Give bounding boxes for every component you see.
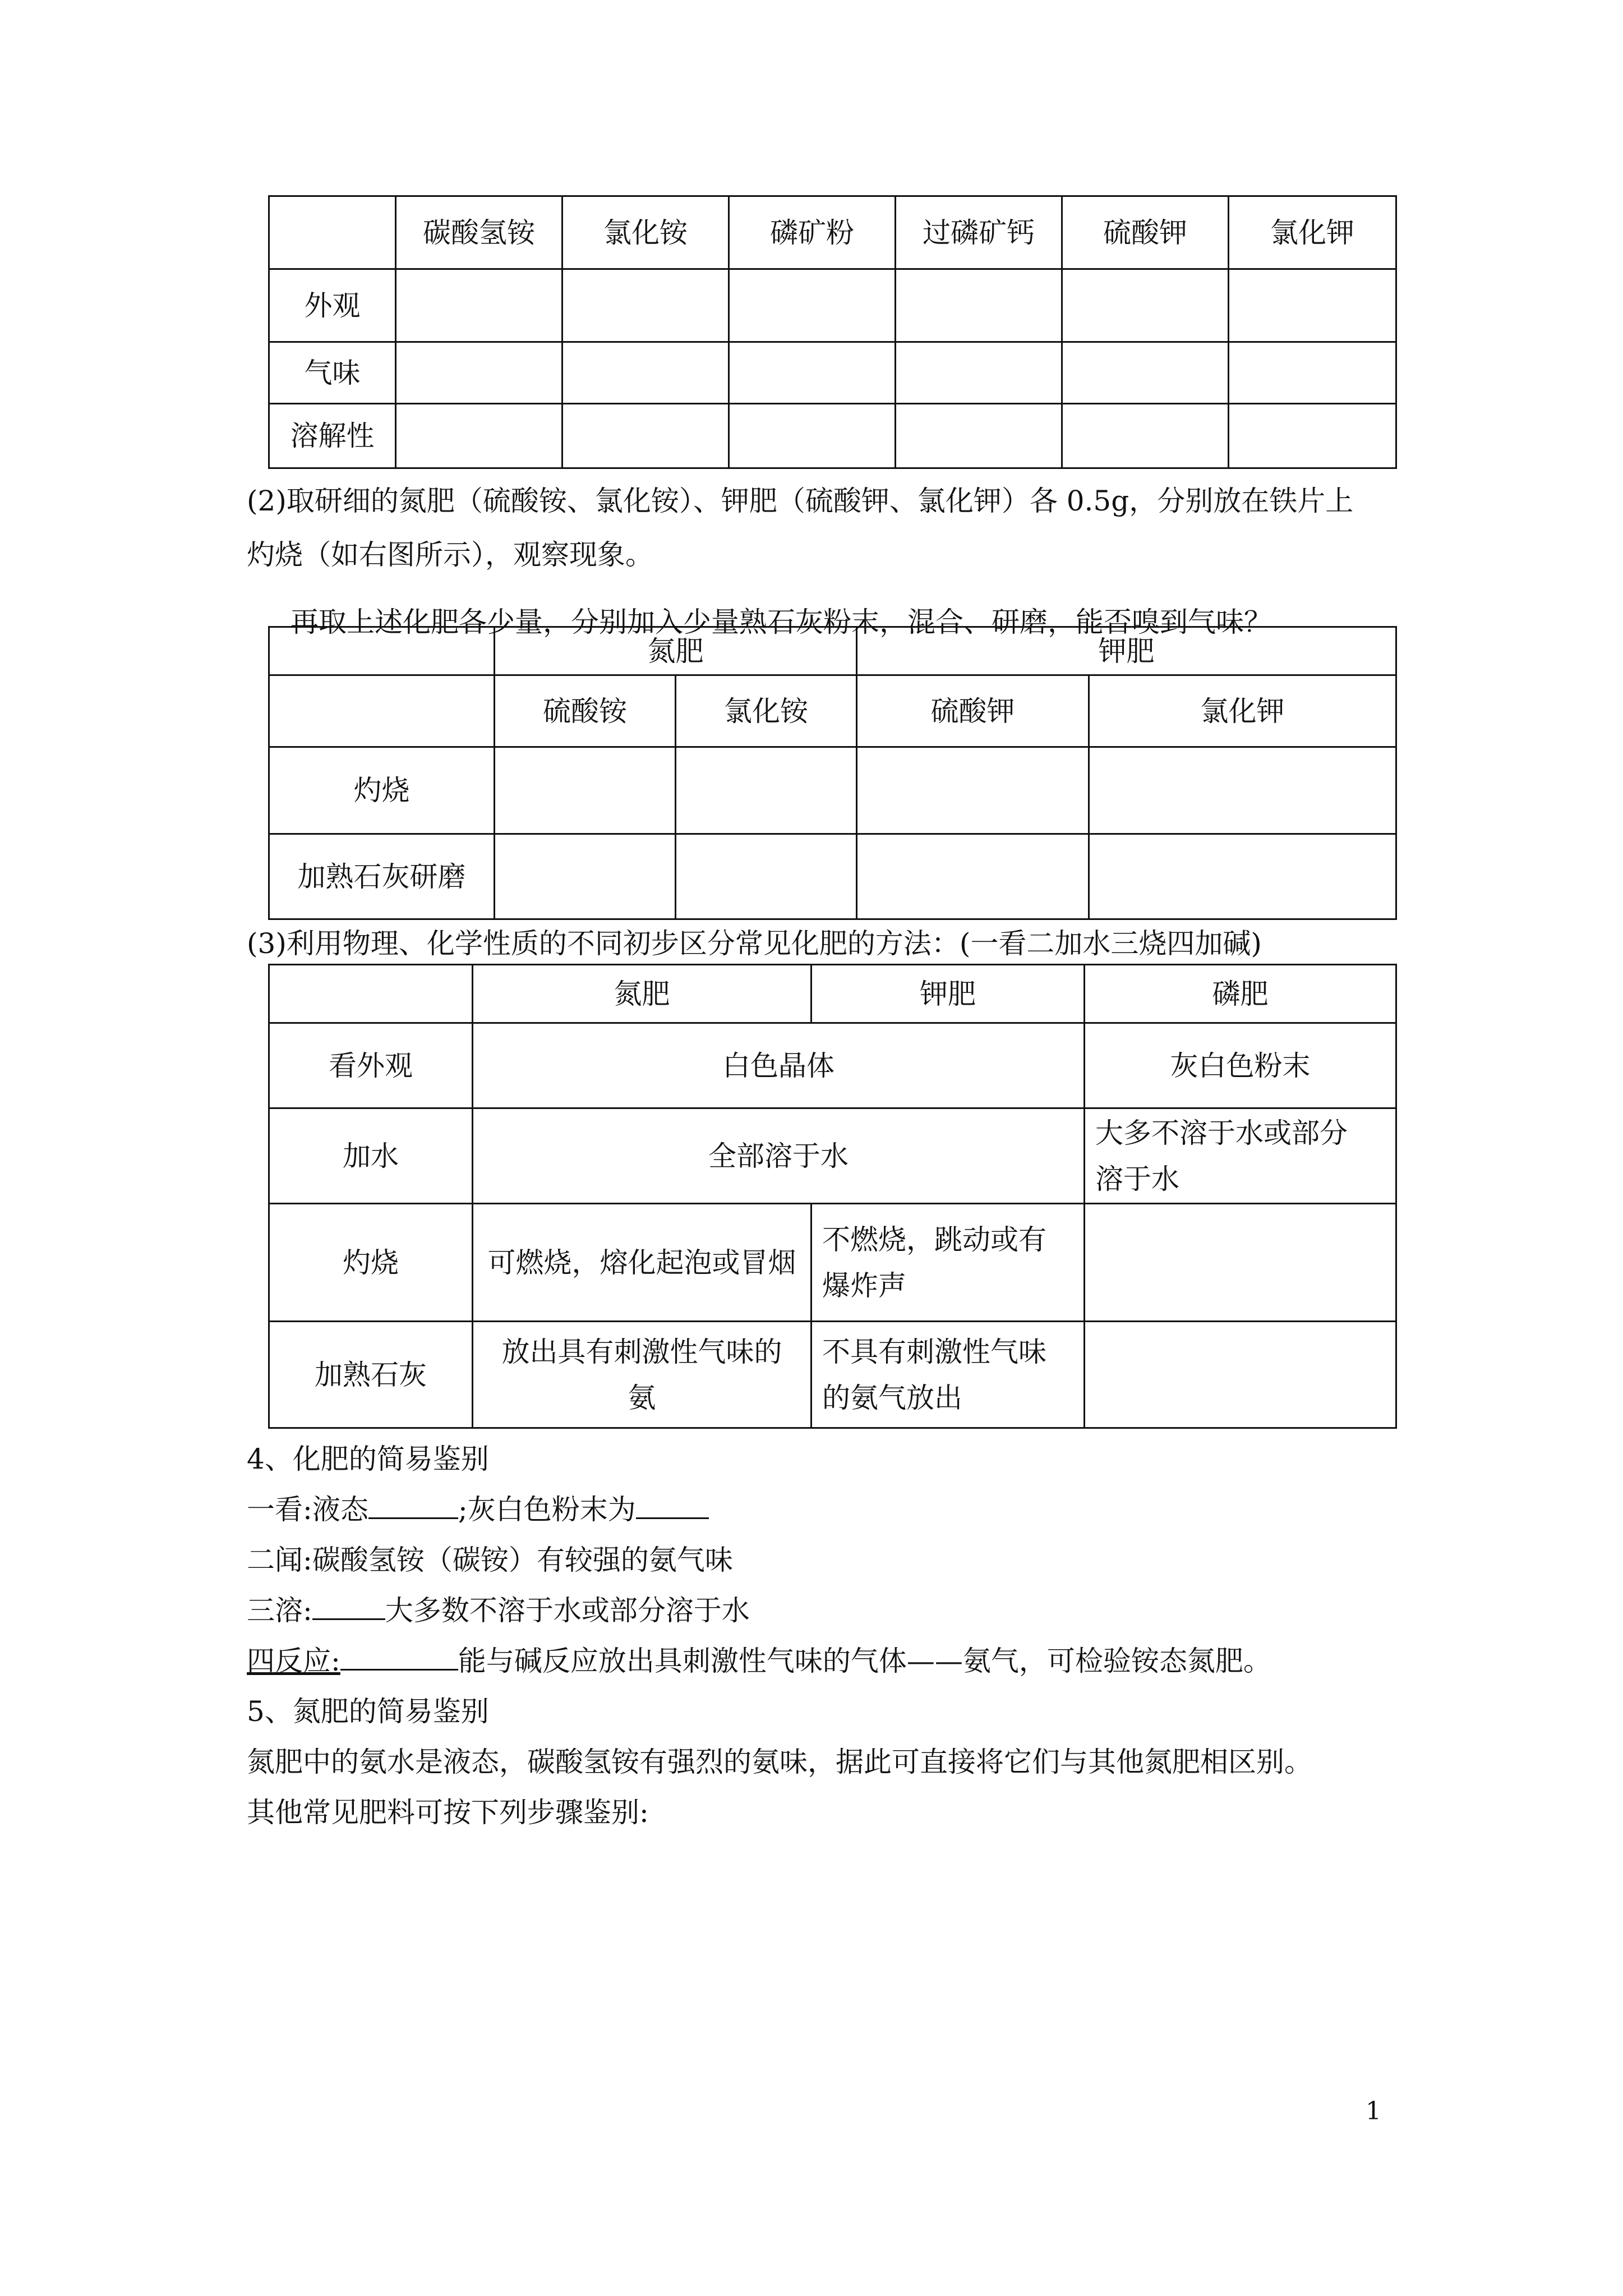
row-label: 溶解性 [269, 404, 396, 468]
table-header-row [269, 196, 1396, 269]
header-cell [269, 965, 473, 1023]
answer-blank [636, 1488, 709, 1519]
paragraph-line: (2)取研细的氮肥（硫酸铵、氯化铵）、钾肥（硫酸钾、氯化钾）各 0.5g，分别放在铁片上 [247, 485, 1354, 517]
blank-cell [396, 404, 562, 468]
blank-cell [562, 404, 729, 468]
blank-cell [1229, 404, 1396, 468]
blank-cell [729, 269, 896, 342]
paragraph-line: 其他常见肥料可按下列步骤鉴别: [247, 1796, 649, 1829]
dissolve-prefix: 三溶: [247, 1594, 312, 1627]
blank-cell [1062, 342, 1229, 404]
paragraph-line: (3)利用物理、化学性质的不同初步区分常见化肥的方法：(一看二加水三烧四加碱) [247, 927, 1262, 960]
paragraph-line: 二闻:碳酸氢铵（碳铵）有较强的氨气味 [247, 1544, 733, 1576]
header-cell: 氯化钾 [1229, 196, 1396, 269]
data-cell [1085, 1322, 1396, 1428]
data-cell [811, 1322, 1085, 1428]
header-cell [269, 627, 495, 675]
header-cell: 硫酸铵 [495, 675, 676, 747]
section-title: 4、化肥的简易鉴别 [247, 1443, 489, 1475]
cell-line: 不燃烧，跳动或有 [822, 1223, 1046, 1256]
blank-cell [676, 747, 857, 834]
row-label: 外观 [269, 269, 396, 342]
cell-line: 的氨气放出 [822, 1381, 962, 1414]
react-suffix: 能与碱反应放出具刺激性气味的气体——氨气，可检验铵态氮肥。 [458, 1645, 1271, 1677]
dissolve-suffix: 大多数不溶于水或部分溶于水 [385, 1594, 750, 1627]
data-cell [473, 1322, 811, 1428]
blank-cell [1229, 342, 1396, 404]
blank-cell [857, 834, 1089, 919]
page-number: 1 [1366, 2097, 1381, 2125]
table-header-row [269, 965, 1396, 1023]
blank-cell [729, 404, 896, 468]
paragraph-line: 氮肥中的氨水是液态，碳酸氢铵有强烈的氨味，据此可直接将它们与其他氮肥相区别。 [247, 1746, 1312, 1778]
blank-cell [896, 404, 1062, 468]
header-cell: 磷矿粉 [729, 196, 896, 269]
header-cell [269, 196, 396, 269]
data-cell: 可燃烧，熔化起泡或冒烟 [473, 1204, 811, 1322]
table-header-row [269, 675, 1396, 747]
table-row [269, 404, 1396, 468]
table-row [269, 342, 1396, 404]
table-row [269, 1204, 1396, 1322]
cell-line: 放出具有刺激性气味的 [501, 1335, 782, 1368]
header-cell: 氯化铵 [676, 675, 857, 747]
blank-cell [396, 269, 562, 342]
blank-cell [1062, 404, 1229, 468]
header-cell-nitrogen: 氮肥 [495, 627, 857, 675]
blank-cell [896, 269, 1062, 342]
header-cell-potassium: 钾肥 [857, 627, 1396, 675]
row-label: 看外观 [269, 1023, 473, 1108]
look-prefix: 一看:液态 [247, 1493, 368, 1526]
header-cell: 氮肥 [473, 965, 811, 1023]
blank-cell [495, 747, 676, 834]
blank-cell [396, 342, 562, 404]
cell-line: 不具有刺激性气味 [822, 1335, 1046, 1368]
react-prefix: 四反应: [247, 1645, 340, 1677]
blank-cell [857, 747, 1089, 834]
blank-cell [1089, 747, 1396, 834]
fertilizer-distinguish-table [268, 964, 1397, 1429]
cell-line: 大多不溶于水或部分 [1095, 1116, 1348, 1149]
header-cell: 过磷矿钙 [896, 196, 1062, 269]
blank-cell [562, 342, 729, 404]
row-label: 加熟石灰研磨 [269, 834, 495, 919]
table-row [269, 1322, 1396, 1428]
paragraph-line: 灼烧（如右图所示），观察现象。 [247, 539, 653, 571]
data-cell [1085, 1108, 1396, 1204]
cell-line: 溶于水 [1095, 1162, 1179, 1195]
blank-cell [676, 834, 857, 919]
row-label: 加熟石灰 [269, 1322, 473, 1428]
paragraph-line: 再取上述化肥各少量，分别加入少量熟石灰粉末，混合、研磨，能否嗅到气味？ [291, 606, 1272, 638]
paragraph-line [247, 1487, 709, 1533]
data-cell: 灰白色粉末 [1085, 1023, 1396, 1108]
paragraph-line [247, 1638, 1271, 1684]
blank-cell [495, 834, 676, 919]
row-label: 灼烧 [269, 1204, 473, 1322]
answer-blank [368, 1488, 458, 1519]
header-cell: 氯化铵 [562, 196, 729, 269]
row-label: 气味 [269, 342, 396, 404]
answer-blank [312, 1589, 385, 1620]
header-cell [269, 675, 495, 747]
header-cell: 钾肥 [811, 965, 1085, 1023]
header-cell: 硫酸钾 [857, 675, 1089, 747]
answer-blank [340, 1640, 458, 1671]
header-cell: 氯化钾 [1089, 675, 1396, 747]
table-row [269, 834, 1396, 919]
blank-cell [1062, 269, 1229, 342]
table-row [269, 1023, 1396, 1108]
table-row [269, 269, 1396, 342]
data-cell: 全部溶于水 [473, 1108, 1085, 1204]
table-group-header-row [269, 627, 1396, 675]
blank-cell [896, 342, 1062, 404]
cell-line: 爆炸声 [822, 1269, 906, 1302]
section-title: 5、氮肥的简易鉴别 [247, 1695, 489, 1728]
data-cell [1085, 1204, 1396, 1322]
cell-line: 氨 [628, 1381, 656, 1414]
blank-cell [1229, 269, 1396, 342]
header-cell: 硫酸钾 [1062, 196, 1229, 269]
data-cell [811, 1204, 1085, 1322]
blank-cell [562, 269, 729, 342]
burning-grinding-table [268, 626, 1397, 920]
table-row [269, 747, 1396, 834]
header-cell: 磷肥 [1085, 965, 1396, 1023]
look-mid: ;灰白色粉末为 [458, 1493, 636, 1526]
table-row [269, 1108, 1396, 1204]
fertilizer-properties-table [268, 195, 1397, 469]
header-cell: 碳酸氢铵 [396, 196, 562, 269]
row-label: 加水 [269, 1108, 473, 1204]
paragraph-line [247, 1588, 750, 1634]
data-cell: 白色晶体 [473, 1023, 1085, 1108]
blank-cell [1089, 834, 1396, 919]
blank-cell [729, 342, 896, 404]
row-label: 灼烧 [269, 747, 495, 834]
